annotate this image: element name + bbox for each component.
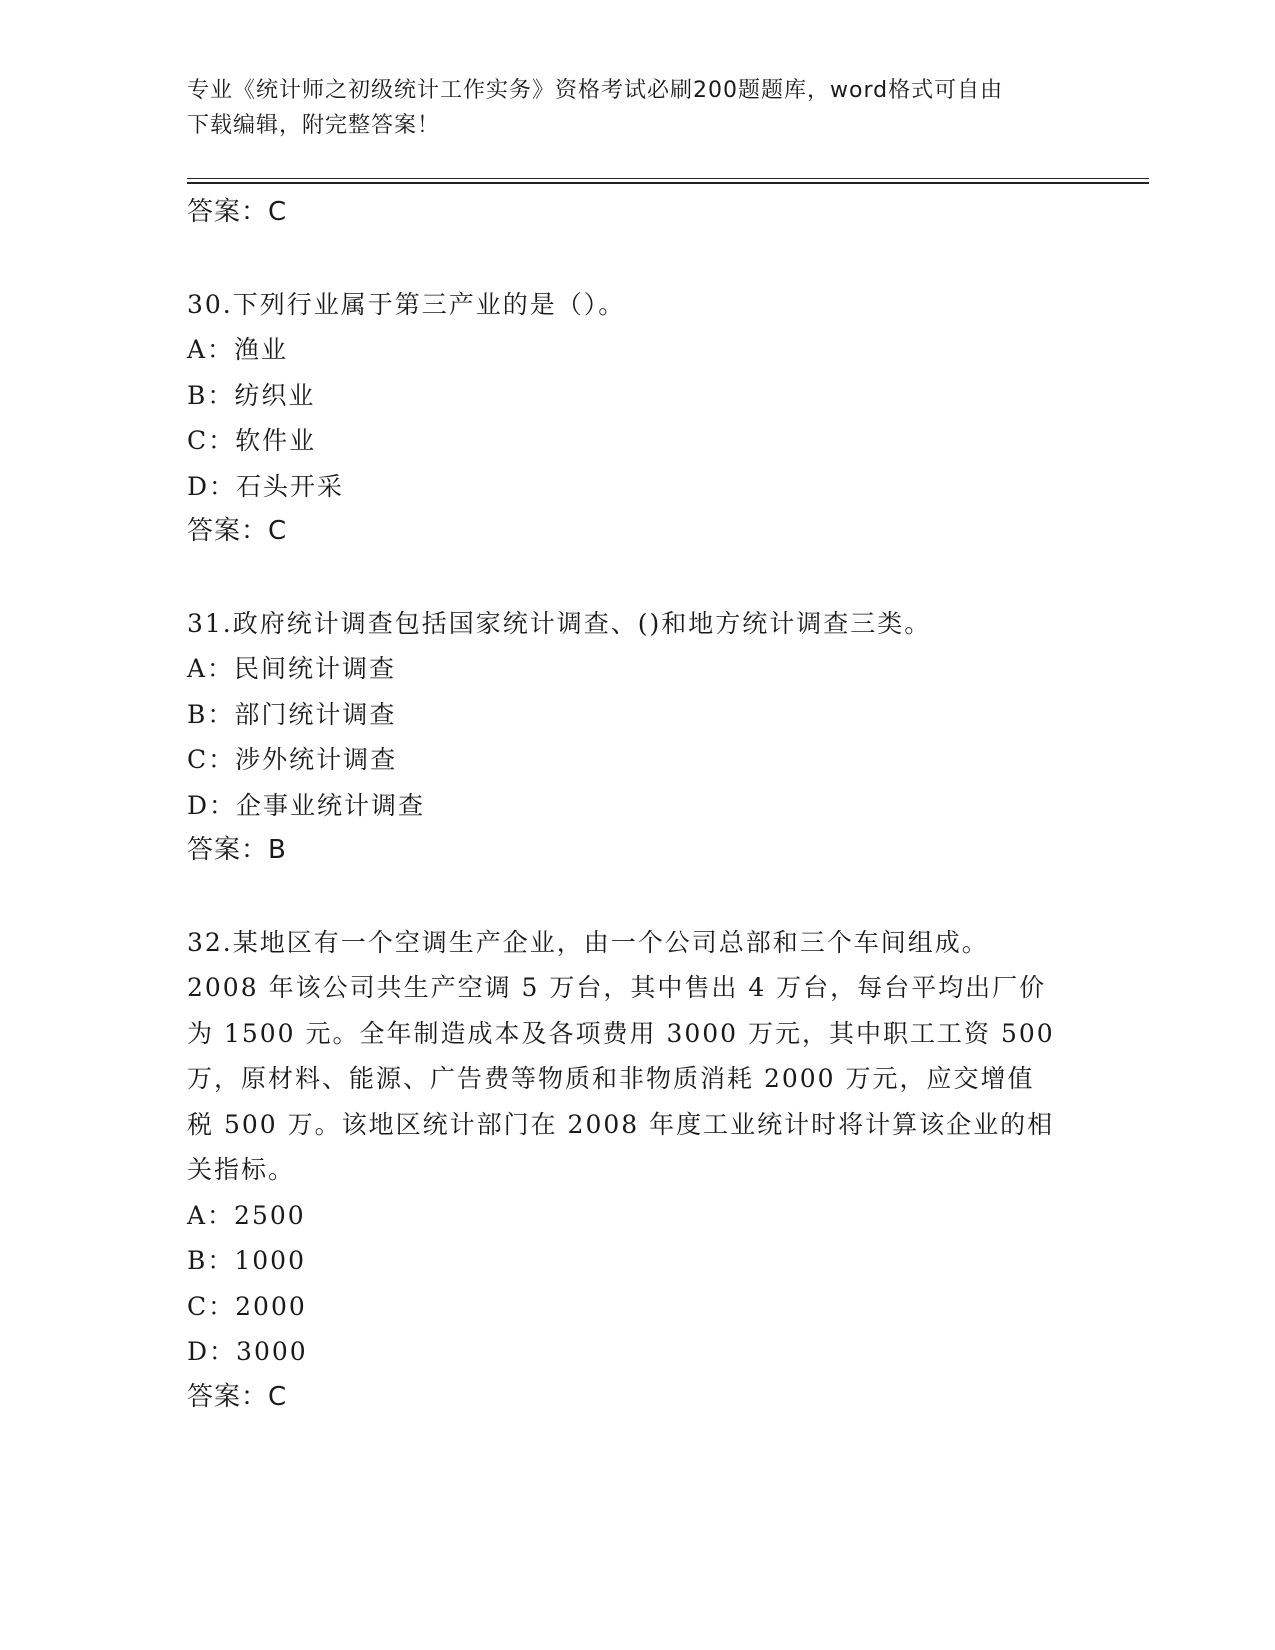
option-c: C：涉外统计调查 <box>187 745 398 774</box>
option-d: D：企事业统计调查 <box>187 790 426 820</box>
question-stem: 30.下列行业属于第三产业的是（）。 <box>187 289 626 319</box>
header-line-2: 下载编辑，附完整答案！ <box>187 113 441 138</box>
option-c: C：软件业 <box>187 426 317 455</box>
stem-line: 关指标。 <box>187 1155 296 1184</box>
spacer <box>187 874 1087 920</box>
answer: 答案：C <box>187 516 288 546</box>
question-32 <box>187 920 1087 1421</box>
option-a: A：民间统计调查 <box>187 654 397 683</box>
header-line-1: 专业《统计师之初级统计工作实务》资格考试必刷200题题库，word格式可自由 <box>187 78 1004 103</box>
option-a: A：2500 <box>187 1200 306 1230</box>
option-d: D：石头开采 <box>187 471 345 501</box>
option-b: B：部门统计调查 <box>187 699 397 729</box>
option-a: A：渔业 <box>187 335 289 364</box>
header-divider-thin <box>187 178 1149 179</box>
answer-prev: 答案：C <box>187 197 288 227</box>
stem-line: 万，原材料、能源、广告费等物质和非物质消耗 2000 万元，应交增值 <box>187 1064 1035 1093</box>
option-c: C：2000 <box>187 1291 307 1321</box>
option-b: B：纺织业 <box>187 380 316 410</box>
spacer <box>187 555 1087 601</box>
answer: 答案：B <box>187 835 287 865</box>
question-31 <box>187 601 1087 874</box>
question-stem <box>187 920 1067 1193</box>
stem-line: 为 1500 元。全年制造成本及各项费用 3000 万元，其中职工工资 500 <box>187 1018 1055 1048</box>
stem-line: 税 500 万。该地区统计部门在 2008 年度工业统计时将计算该企业的相 <box>187 1109 1055 1139</box>
stem-line: 2008 年该公司共生产空调 5 万台，其中售出 4 万台，每台平均出厂价 <box>187 973 1047 1002</box>
question-stem: 31.政府统计调查包括国家统计调查、()和地方统计调查三类。 <box>187 608 932 638</box>
option-b: B：1000 <box>187 1246 306 1275</box>
stem-line: 32.某地区有一个空调生产企业，由一个公司总部和三个车间组成。 <box>187 927 989 957</box>
option-d: D：3000 <box>187 1337 308 1366</box>
header-divider-thick <box>187 182 1149 184</box>
answer: 答案：C <box>187 1381 288 1412</box>
document-header <box>187 73 1087 143</box>
spacer <box>187 236 1087 282</box>
question-30 <box>187 282 1087 555</box>
question-list <box>187 190 1087 1420</box>
